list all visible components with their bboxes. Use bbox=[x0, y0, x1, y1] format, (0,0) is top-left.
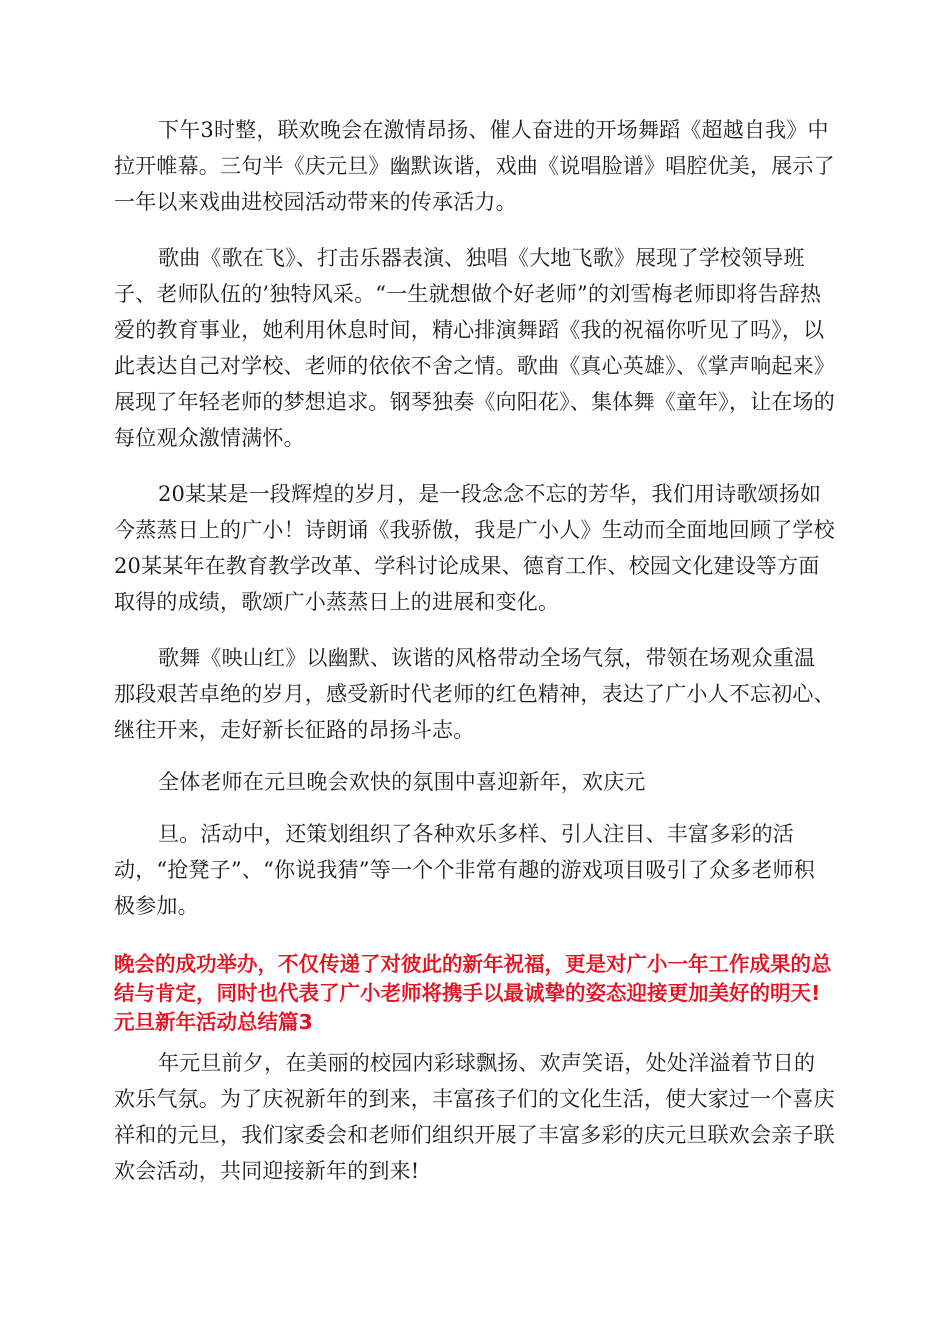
paragraph-opening-dance: 下午3时整，联欢晚会在激情昂扬、催人奋进的开场舞蹈《超越自我》中拉开帷幕。三句半《庆元旦》幽默诙谐，戏曲《说唱脸谱》唱腔优美，展示了一年以来戏曲进校园活动带来的传承活力。 bbox=[114, 118, 835, 214]
paragraph-section-3: 年元旦前夕，在美丽的校园内彩球飘扬、欢声笑语，处处洋溢着节日的欢乐气氛。为了庆祝新年的到来，丰富孩子们的文化生活，使大家过一个喜庆祥和的元旦，我们家委会和老师们组织开展了丰富多彩的庆元旦联欢会亲子联欢会活动，共同迎接新年的到来! bbox=[114, 1051, 835, 1183]
paragraph-songs-performances: 歌曲《歌在飞》、打击乐器表演、独唱《大地飞歌》展现了学校领导班子、老师队伍的’独特风采。“一生就想做个好老师”的刘雪梅老师即将告辞热爱的教育事业，她利用休息时间，精心排演舞蹈《我的祝福你听见了吗》，以此表达自己对学校、老师的依依不舍之情。歌曲《真心英雄》、《掌声响起来》展现了年轻老师的梦想追求。钢琴独奏《向阳花》、集体舞《童年》，让在场的每位观众激情满怀。 bbox=[114, 246, 835, 450]
document-body bbox=[114, 112, 836, 1189]
section-heading: 晚会的成功举办，不仅传递了对彼此的新年祝福，更是对广小一年工作成果的总结与肯定，同时也代表了广小老师将携手以最诚挚的姿态迎接更加美好的明天!元旦新年活动总结篇3 bbox=[114, 952, 832, 1034]
paragraph-games: 旦。活动中，还策划组织了各种欢乐多样、引人注目、丰富多彩的活动，“抢凳子”、“你说我猜”等一个个非常有趣的游戏项目吸引了众多老师积极参加。 bbox=[114, 822, 815, 918]
paragraph-song-dance: 歌舞《映山红》以幽默、诙谐的风格带动全场气氛，带领在场观众重温那段艰苦卓绝的岁月，感受新时代老师的红色精神，表达了广小人不忘初心、继往开来，走好新长征路的昂扬斗志。 bbox=[114, 646, 835, 742]
paragraph-poetry-recital: 20某某是一段辉煌的岁月，是一段念念不忘的芳华，我们用诗歌颂扬如今蒸蒸日上的广小！诗朗诵《我骄傲，我是广小人》生动而全面地回顾了学校20某某年在教育教学改革、学科讨论成果、德育工作、校园文化建设等方面取得的成绩，歌颂广小蒸蒸日上的进展和变化。 bbox=[114, 482, 835, 614]
paragraph-new-year-intro: 全体老师在元旦晚会欢快的氛围中喜迎新年，欢庆元 bbox=[158, 770, 646, 794]
